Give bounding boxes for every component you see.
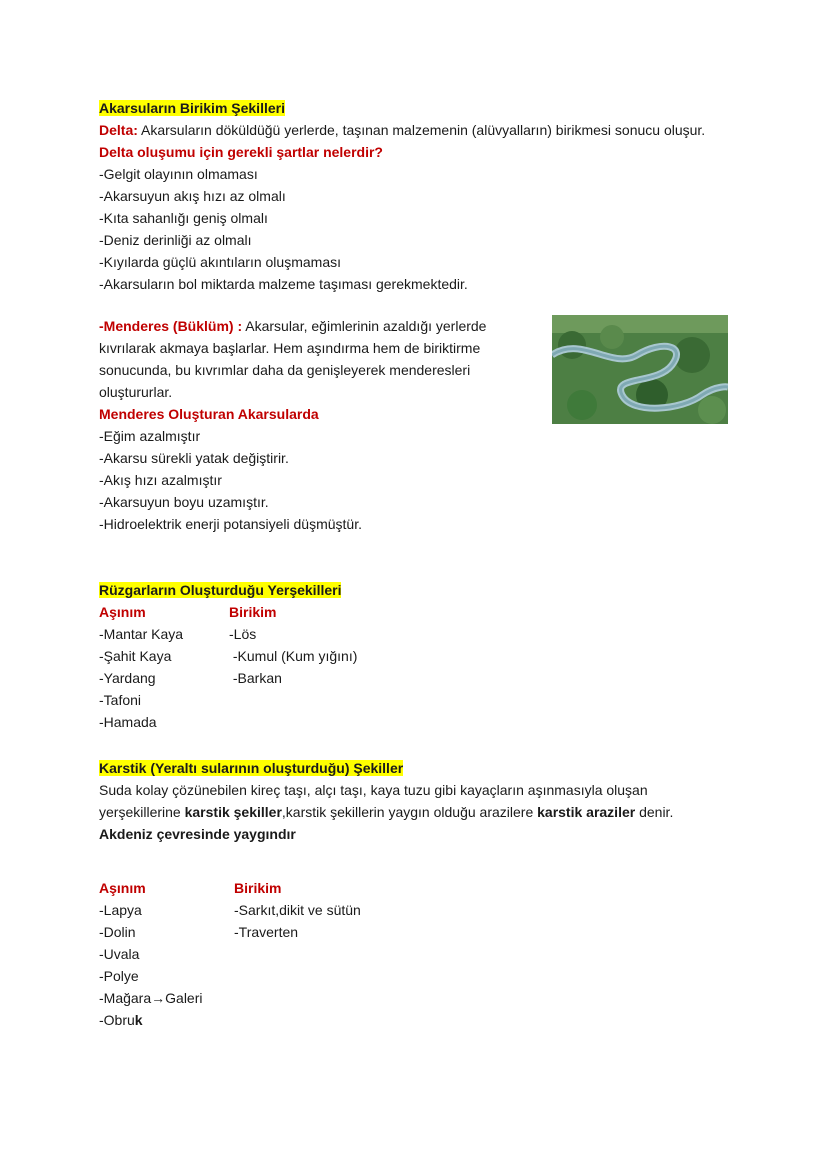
menderes-item: -Akarsuyun boyu uzamıştır. xyxy=(99,494,269,510)
wind-deposit-item: -Kumul (Kum yığını) xyxy=(229,648,358,664)
condition-item: -Kıta sahanlığı geniş olmalı xyxy=(99,210,268,226)
karst-erosion-header: Aşınım xyxy=(99,880,146,896)
karst-erosion-item-cave: -Mağara→Galeri xyxy=(99,990,203,1006)
condition-item: -Kıyılarda güçlü akıntıların oluşmaması xyxy=(99,254,341,270)
wind-erosion-item: -Tafoni xyxy=(99,692,142,708)
menderes-definition: -Menderes (Büklüm) : Akarsular, eğimlerinin azaldığı yerlerde kıvrılarak akmaya başlarlar. Hem aşındırma hem de biriktirme sonucunda, bu kıvrımlar daha da genişleyerek menderesleri oluştururlar. xyxy=(99,318,487,400)
menderes-item: -Hidroelektrik enerji potansiyeli düşmüştür. xyxy=(99,516,362,532)
wind-erosion-header: Aşınım xyxy=(99,604,146,620)
section-heading-birikim: Akarsuların Birikim Şekilleri xyxy=(99,100,285,116)
wind-erosion-item: -Şahit Kaya xyxy=(99,648,172,664)
karst-deposit-item: -Sarkıt,dikit ve sütün xyxy=(234,902,361,918)
wind-erosion-item: -Hamada xyxy=(99,714,157,730)
wind-landforms-table xyxy=(99,601,739,733)
karst-paragraph: Suda kolay çözünebilen kireç taşı, alçı taşı, kaya tuzu gibi kayaçların aşınmasıyla oluşan yerşekillerine karstik şekiller,karstik şekillerin yaygın olduğu arazilere karstik araziler denir. xyxy=(99,782,674,820)
menderes-item: -Akarsu sürekli yatak değiştirir. xyxy=(99,450,289,466)
condition-item: -Deniz derinliği az olmalı xyxy=(99,232,252,248)
karst-erosion-item: -Uvala xyxy=(99,946,140,962)
section-heading-karst: Karstik (Yeraltı sularının oluşturduğu) Şekiller xyxy=(99,760,404,776)
arrow-right-icon: → xyxy=(151,990,166,1006)
wind-erosion-item: -Yardang xyxy=(99,670,156,686)
menderes-section xyxy=(99,315,739,535)
karst-erosion-item-obruk: -Obruk xyxy=(99,1012,143,1028)
delta-definition: Delta: Akarsuların döküldüğü yerlerde, taşınan malzemenin (alüvyalların) birikmesi sonucu oluşur. xyxy=(99,122,706,138)
condition-item: -Akarsuyun akış hızı az olmalı xyxy=(99,188,286,204)
menderes-item: -Akış hızı azalmıştır xyxy=(99,472,222,488)
meander-river-image xyxy=(552,315,728,424)
karst-landforms-table xyxy=(99,877,739,1031)
wind-deposit-item: -Lös xyxy=(229,626,257,642)
menderes-item: -Eğim azalmıştır xyxy=(99,428,201,444)
wind-deposit-item: -Barkan xyxy=(229,670,282,686)
karst-deposit-header: Birikim xyxy=(234,880,282,896)
karst-erosion-item: -Dolin xyxy=(99,924,136,940)
delta-conditions-question: Delta oluşumu için gerekli şartlar nelerdir? xyxy=(99,144,383,160)
wind-deposit-header: Birikim xyxy=(229,604,277,620)
karst-erosion-item: -Lapya xyxy=(99,902,142,918)
condition-item: -Akarsuların bol miktarda malzeme taşıması gerekmektedir. xyxy=(99,276,468,292)
condition-item: -Gelgit olayının olmaması xyxy=(99,166,258,182)
document-page xyxy=(99,97,739,1031)
karst-erosion-item: -Polye xyxy=(99,968,139,984)
wind-erosion-item: -Mantar Kaya xyxy=(99,626,184,642)
karst-note: Akdeniz çevresinde yaygındır xyxy=(99,826,296,842)
section-heading-wind: Rüzgarların Oluşturduğu Yerşekilleri xyxy=(99,582,342,598)
karst-deposit-item: -Traverten xyxy=(234,924,299,940)
menderes-subheading: Menderes Oluşturan Akarsularda xyxy=(99,406,319,422)
